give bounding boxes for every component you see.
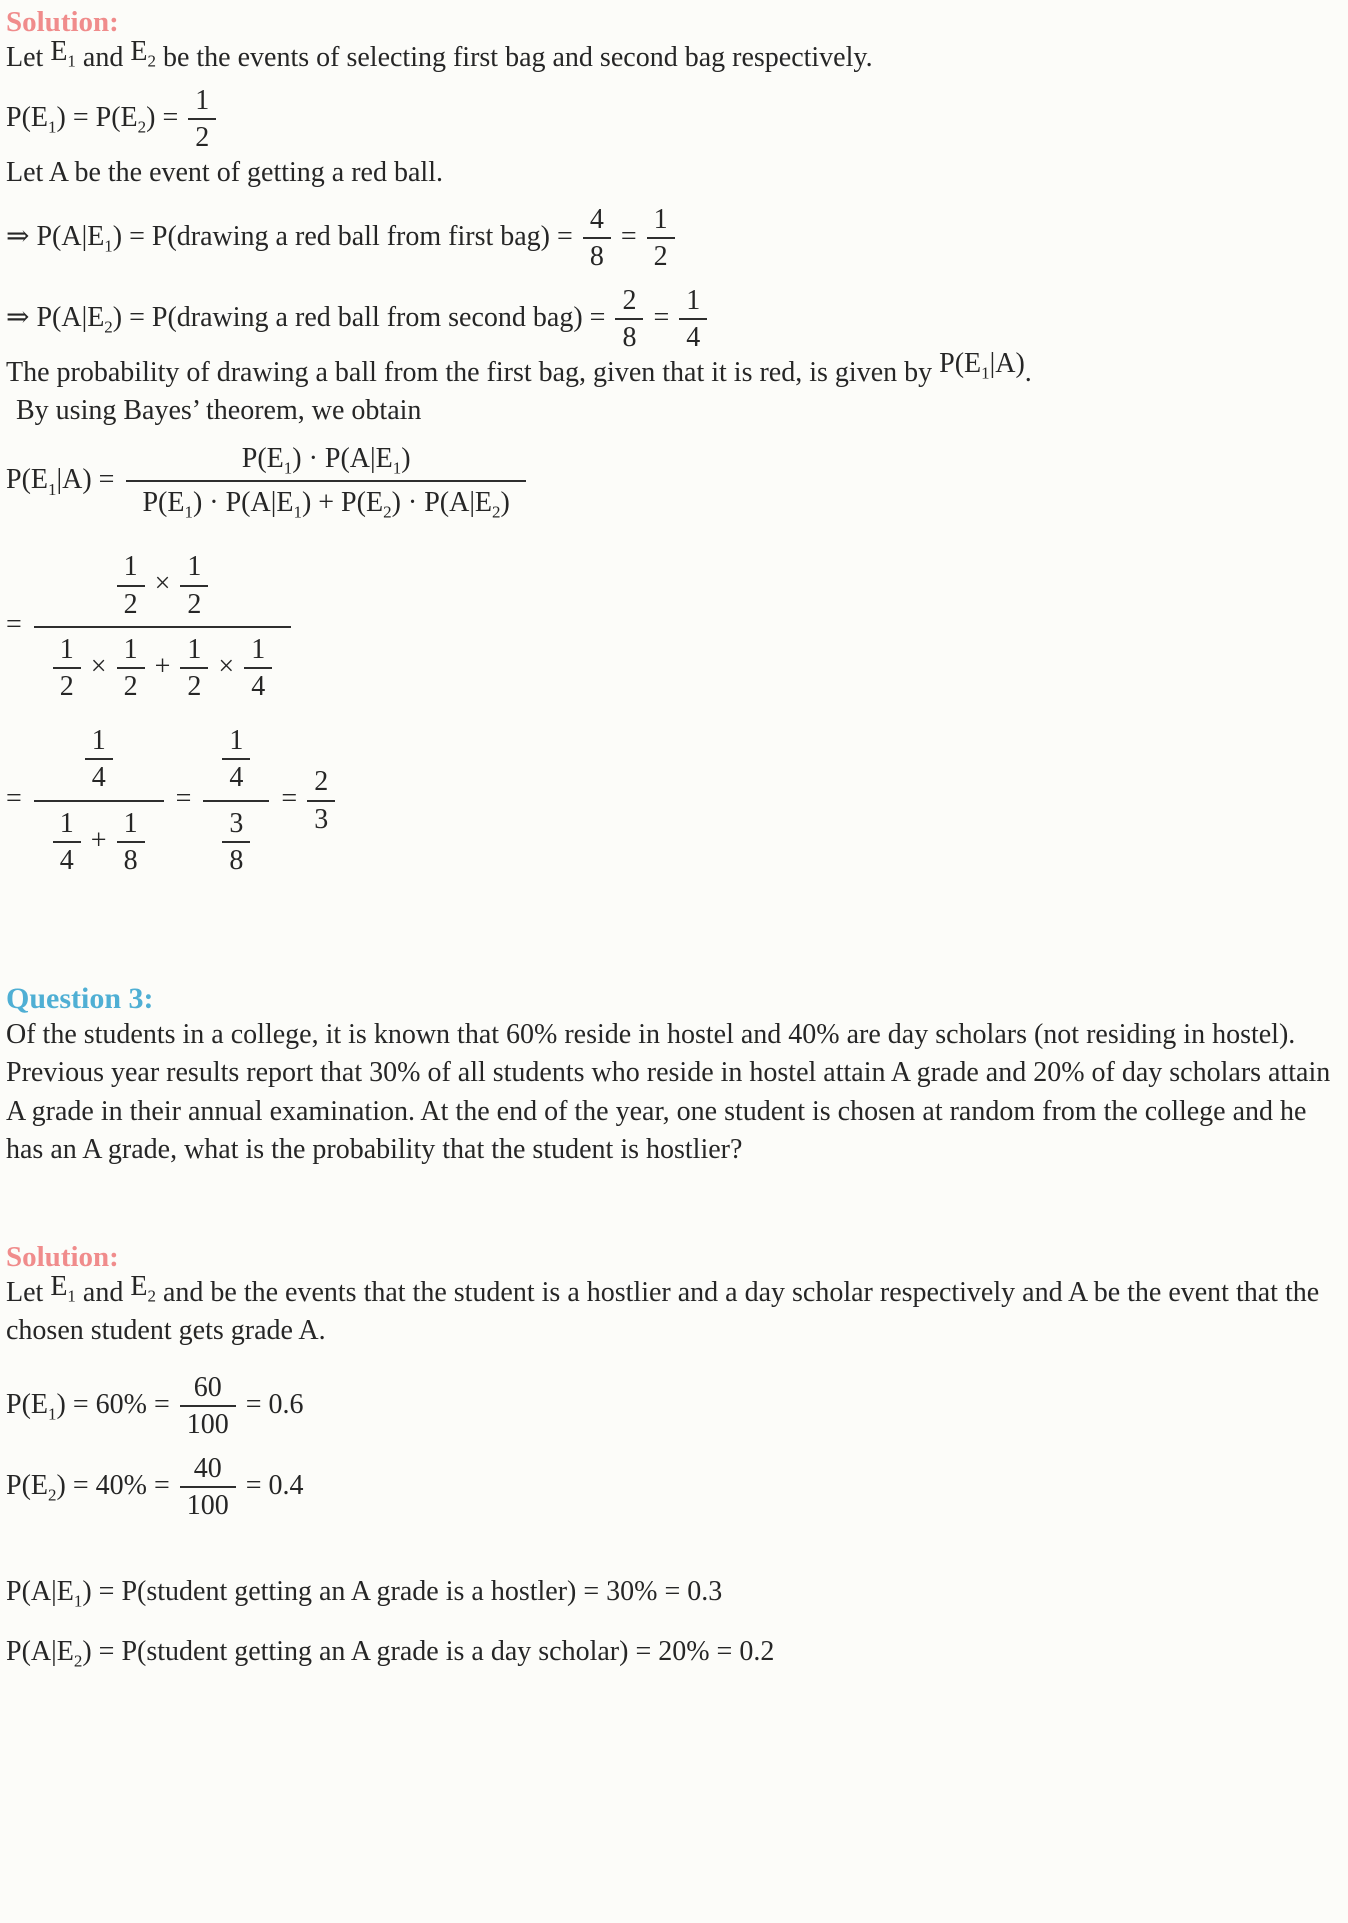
text-run: E: [50, 1270, 68, 1302]
text-run: =: [613, 220, 644, 252]
subscript: 2: [137, 117, 147, 137]
fraction-numerator: 3: [222, 808, 250, 843]
fraction-numerator: 1: [180, 634, 208, 669]
subscript: 2: [73, 1651, 83, 1671]
fraction: [222, 725, 250, 794]
fraction-numerator: 1: [222, 725, 250, 760]
text-run: = 0.6: [238, 1388, 304, 1420]
math-event-e1: [50, 1268, 76, 1306]
text-run: .: [1024, 356, 1032, 388]
text-run: P(E: [939, 347, 982, 379]
math-event-e1: [50, 33, 76, 71]
text-run: = 0.4: [238, 1469, 304, 1501]
big-fraction-numerator: [34, 549, 291, 628]
fraction: [180, 1372, 236, 1441]
text-run: E: [130, 1270, 148, 1302]
text-run: ) · P(A|E: [292, 442, 393, 474]
equation-agrade-hostler: [6, 1575, 1338, 1609]
subscript: 1: [73, 1592, 83, 1611]
fraction: [188, 85, 216, 154]
big-fraction-numerator: [126, 442, 525, 483]
text-run: ) = P(drawing a red ball from first bag) =: [112, 220, 580, 252]
text-run: =: [168, 783, 199, 815]
subscript: 1: [981, 363, 990, 383]
event-a-line: [6, 154, 1338, 192]
fraction-denominator: 8: [622, 322, 637, 354]
text-run: and be the events that the student is a hostlier and a day scholar respectively and A be the event that the chosen student gets grade A.: [6, 1276, 1327, 1346]
times-operator: ×: [83, 650, 114, 682]
text-run: ) = P(drawing a red ball from second bag) =: [112, 301, 613, 333]
big-fraction: [34, 723, 164, 879]
fraction-numerator: 1: [679, 285, 707, 320]
math-event-e2: [130, 33, 156, 71]
text-run: be the events of selecting first bag and second bag respectively.: [155, 42, 873, 73]
equation-priors: [6, 85, 1338, 154]
text-run: P(E: [241, 442, 284, 474]
subscript: 1: [67, 1286, 76, 1306]
text-run: Let: [6, 42, 51, 73]
text-run: E: [130, 36, 148, 67]
fraction-denominator: 3: [314, 803, 329, 835]
big-fraction-denominator: [34, 802, 164, 879]
fraction-denominator: 4: [251, 671, 266, 703]
subscript: 2: [147, 51, 156, 71]
text-run: ) = P(E: [56, 101, 138, 133]
equation-agrade-dayscholar: [6, 1635, 1338, 1669]
solution1-intro: [6, 36, 1338, 77]
subscript: 1: [48, 1404, 57, 1424]
fraction: [222, 808, 250, 877]
fraction-numerator: 2: [307, 766, 335, 801]
fraction-numerator: 1: [647, 204, 675, 239]
text-run: and: [75, 42, 131, 73]
times-operator: ×: [211, 650, 242, 682]
question-body: [6, 1016, 1338, 1168]
big-fraction: [126, 442, 525, 522]
equation-prior-dayscholar: [6, 1453, 1338, 1522]
fraction: [180, 1453, 236, 1522]
fraction: [583, 204, 611, 273]
big-fraction: [203, 723, 269, 879]
text-run: ) = P(student getting an A grade is a day scholar) = 20% = 0.2: [82, 1636, 775, 1667]
text-run: ) + P(E: [301, 487, 384, 519]
text-run: P(E: [6, 1469, 48, 1501]
big-fraction-numerator: [203, 723, 269, 802]
fraction: [53, 808, 81, 877]
text-run: =: [646, 301, 677, 333]
fraction-denominator: 2: [653, 241, 668, 273]
plus-operator: +: [83, 824, 114, 856]
big-fraction-denominator: [126, 482, 525, 521]
text-run: P(E: [6, 1388, 48, 1420]
subscript: 1: [104, 236, 113, 256]
fraction: [180, 634, 208, 703]
fraction: [615, 285, 643, 354]
math-p-e1-given-a: [939, 345, 1025, 383]
text-run: P(E: [6, 463, 48, 495]
fraction-numerator: 1: [85, 725, 113, 760]
fraction-numerator: 1: [53, 634, 81, 669]
subscript: 2: [147, 1286, 156, 1306]
text-run: |A): [989, 347, 1025, 379]
text-run: ): [500, 487, 510, 519]
fraction-denominator: 2: [59, 671, 74, 703]
equation-a-given-e2: [6, 285, 1338, 354]
bayes-formula: [6, 442, 1338, 522]
text-run: ): [401, 442, 411, 474]
big-fraction-denominator: [34, 628, 291, 705]
text-run: =: [6, 609, 29, 641]
implies-arrow: ⇒: [6, 301, 37, 333]
subscript: 1: [48, 117, 57, 137]
equation-a-given-e1: [6, 204, 1338, 273]
implies-arrow: ⇒: [6, 220, 37, 252]
text-run: E: [50, 36, 68, 67]
text-run: |A) =: [56, 463, 122, 495]
fraction-denominator: 8: [229, 844, 244, 876]
subscript: 1: [184, 503, 193, 523]
fraction-numerator: 1: [117, 634, 145, 669]
text-run: P(A|E: [36, 220, 105, 252]
fraction-denominator: 8: [123, 844, 138, 876]
fraction-numerator: 40: [180, 1453, 236, 1488]
text-run: P(A|E: [6, 1576, 74, 1608]
solution-heading: Solution:: [6, 1240, 119, 1273]
fraction-numerator: 2: [615, 285, 643, 320]
big-fraction-numerator: [34, 723, 164, 802]
probability-sentence: [6, 347, 1338, 392]
text-run: P(A|E: [36, 301, 105, 333]
fraction-denominator: 2: [187, 671, 202, 703]
bayes-intro-line: [6, 392, 1338, 430]
fraction-denominator: 100: [186, 1490, 229, 1522]
fraction-denominator: 4: [686, 322, 701, 354]
fraction: [85, 725, 113, 794]
text-run: =: [274, 783, 305, 815]
fraction-denominator: 4: [229, 762, 244, 794]
subscript: 1: [67, 51, 76, 71]
plus-operator: +: [147, 650, 178, 682]
question-heading: Question 3:: [6, 982, 154, 1016]
fraction-numerator: 60: [180, 1372, 236, 1407]
text-run: =: [6, 783, 29, 815]
solution2-intro: [6, 1270, 1338, 1350]
fraction-denominator: 8: [589, 241, 604, 273]
text-run: P(E: [6, 101, 48, 133]
times-operator: ×: [147, 568, 178, 600]
fraction: [180, 551, 208, 620]
text-run: Let: [6, 1276, 51, 1308]
text-run: ) = 40% =: [56, 1469, 177, 1501]
solution-heading: Solution:: [6, 6, 119, 38]
subscript: 2: [104, 317, 113, 337]
fraction: [244, 634, 272, 703]
fraction-numerator: 4: [583, 204, 611, 239]
fraction: [117, 551, 145, 620]
calculation-step-2: [6, 723, 1338, 879]
fraction-denominator: 2: [187, 588, 202, 620]
math-event-e2: [130, 1268, 156, 1306]
fraction-denominator: 100: [186, 1409, 229, 1441]
fraction-denominator: 2: [123, 671, 138, 703]
text-run: and: [75, 1276, 131, 1308]
text-run: ) · P(A|E: [391, 487, 493, 519]
text-run: The probability of drawing a ball from the first bag, given that it is red, is given by: [6, 356, 940, 388]
equation-prior-hostel: [6, 1372, 1338, 1441]
text-run: Of the students in a college, it is known that 60% reside in hostel and 40% are day scholars (not residing in hostel). Previous year results report that 30% of all students who reside in hostel attain A grade and 20% of day scholars attain A grade in their annual examination. At the end of the year, one student is chosen at random from the college and he has an A grade, what is the probability that the student is hostlier?: [6, 1019, 1336, 1165]
fraction-denominator: 4: [91, 762, 106, 794]
subscript: 1: [48, 479, 57, 499]
text-run: ) = P(student getting an A grade is a hostler) = 30% = 0.3: [82, 1576, 723, 1608]
big-fraction: [34, 549, 291, 705]
fraction: [679, 285, 707, 354]
fraction-denominator: 2: [123, 588, 138, 620]
fraction: [307, 766, 335, 835]
subscript: 2: [492, 503, 501, 523]
fraction: [53, 634, 81, 703]
text-run: ) · P(A|E: [192, 487, 294, 519]
fraction-numerator: 1: [244, 634, 272, 669]
text-run: Let A be the event of getting a red ball.: [6, 156, 443, 188]
text-run: P(E: [142, 487, 185, 519]
text-run: P(A|E: [6, 1636, 74, 1667]
subscript: 1: [293, 503, 302, 523]
fraction-numerator: 1: [188, 85, 216, 120]
fraction: [647, 204, 675, 273]
subscript: 2: [48, 1485, 57, 1505]
fraction-numerator: 1: [53, 808, 81, 843]
fraction-denominator: 4: [59, 844, 74, 876]
subscript: 1: [283, 458, 293, 478]
fraction: [117, 634, 145, 703]
subscript: 2: [383, 503, 392, 523]
text-run: By using Bayes’ theorem, we obtain: [16, 394, 422, 426]
fraction-denominator: 2: [195, 122, 210, 154]
text-run: ) =: [146, 101, 186, 133]
calculation-step-1: [6, 549, 1338, 705]
fraction-numerator: 1: [117, 808, 145, 843]
fraction-numerator: 1: [117, 551, 145, 586]
big-fraction-denominator: [203, 802, 269, 879]
subscript: 1: [392, 458, 402, 478]
fraction: [117, 808, 145, 877]
text-run: ) = 60% =: [56, 1388, 177, 1420]
fraction-numerator: 1: [180, 551, 208, 586]
